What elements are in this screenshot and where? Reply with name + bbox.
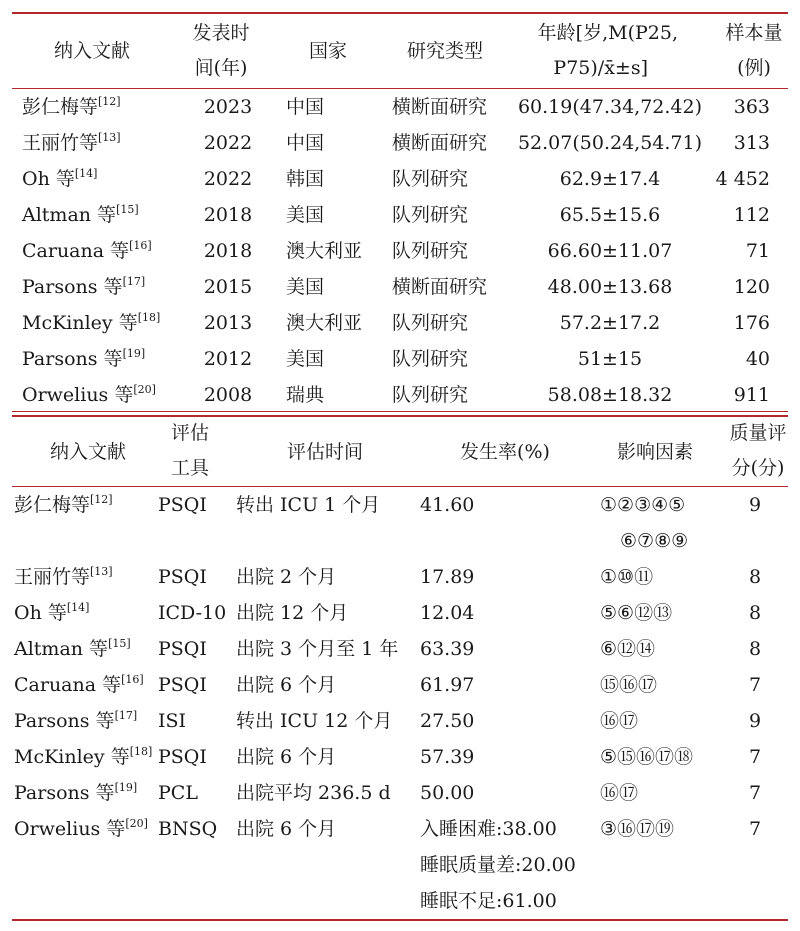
- table-row-country: 美国: [286, 276, 325, 298]
- table-row-factors: ①⑩⑪: [600, 566, 654, 588]
- t2-header-tool-line2: 工具: [170, 457, 209, 479]
- table-row-score: 7: [748, 818, 762, 840]
- t2-header-score-line1: 质量评: [729, 422, 787, 444]
- table-row-rate: 入睡困难:38.00: [420, 818, 557, 840]
- table-row-type: 队列研究: [392, 348, 469, 370]
- table-row-factors: ⑯⑰: [600, 782, 639, 804]
- table-row-author: McKinley 等[18]: [22, 311, 161, 334]
- t2-header-factors: 影响因素: [616, 441, 693, 463]
- table-row-sample: 363: [733, 96, 770, 118]
- table-row-sample: 4 452: [715, 168, 770, 190]
- table-row-country: 中国: [286, 96, 325, 118]
- table-row-factors: ①②③④⑤: [600, 494, 686, 516]
- table-row-tool: PSQI: [158, 746, 207, 768]
- t1-header-age-line2: P75)/x̄±s]: [553, 57, 648, 79]
- reference-mark: [17]: [122, 275, 146, 288]
- table-row-sample: 112: [733, 204, 770, 226]
- table1-bottom-rule: [12, 411, 788, 412]
- table-row-time: 转出 ICU 12 个月: [236, 710, 393, 732]
- t2-header-time: 评估时间: [286, 441, 363, 463]
- reference-mark: [13]: [90, 565, 113, 578]
- table1-top-rule: [12, 12, 788, 14]
- table-row-rate: 41.60: [420, 494, 475, 516]
- table-row-rate-line3: 睡眠不足:61.00: [420, 890, 557, 912]
- table-row-age: 65.5±15.6: [559, 204, 661, 226]
- table-row-score: 7: [748, 674, 762, 696]
- table-row-factors: ⑤⑥⑫⑬: [600, 602, 673, 624]
- table-row-age: 58.08±18.32: [547, 384, 673, 406]
- table-row-time: 转出 ICU 1 个月: [236, 494, 381, 516]
- table-row-year: 2015: [203, 276, 253, 298]
- table-row-factors: ⑯⑰: [600, 710, 639, 732]
- table-row-time: 出院 3 个月至 1 年: [236, 638, 399, 660]
- table-row-score: 8: [748, 566, 762, 588]
- table-row-rate: 50.00: [420, 782, 475, 804]
- table-row-author: McKinley 等[18]: [14, 745, 153, 768]
- reference-mark: [18]: [137, 311, 161, 324]
- reference-mark: [19]: [114, 781, 138, 794]
- reference-mark: [13]: [98, 131, 121, 144]
- table-row-author: Caruana 等[16]: [14, 673, 144, 696]
- reference-mark: [19]: [122, 347, 146, 360]
- table-row-score: 8: [748, 638, 762, 660]
- t2-header-tool-line1: 评估: [170, 422, 209, 444]
- table-row-tool: PSQI: [158, 638, 207, 660]
- t1-header-type: 研究类型: [406, 40, 483, 62]
- t1-header-year-line1: 发表时: [192, 22, 250, 44]
- t1-header-n-line1: 样本量: [725, 22, 783, 44]
- table-row-author: Orwelius 等[20]: [14, 817, 148, 840]
- table-row-rate: 27.50: [420, 710, 475, 732]
- reference-mark: [16]: [129, 239, 152, 252]
- t1-header-country: 国家: [308, 40, 347, 62]
- reference-mark: [16]: [121, 673, 144, 686]
- table-row-author: 彭仁梅等[12]: [14, 493, 113, 516]
- table-row-age: 66.60±11.07: [547, 240, 673, 262]
- table-row-tool: PSQI: [158, 494, 207, 516]
- reference-mark: [20]: [133, 383, 156, 396]
- table-row-rate: 61.97: [420, 674, 475, 696]
- table2-top-rule: [12, 415, 788, 417]
- reference-mark: [14]: [66, 601, 90, 614]
- reference-mark: [15]: [116, 203, 139, 216]
- table-row-rate-line2: 睡眠质量差:20.00: [420, 854, 576, 876]
- table-row-score: 9: [748, 494, 762, 516]
- table-row-sample: 40: [745, 348, 770, 370]
- table-row-author: Oh 等[14]: [14, 601, 90, 624]
- table-row-score: 8: [748, 602, 762, 624]
- table-row-sample: 71: [745, 240, 770, 262]
- table-row-time: 出院平均 236.5 d: [236, 782, 391, 804]
- reference-mark: [12]: [98, 95, 121, 108]
- table-row-age: 62.9±17.4: [559, 168, 661, 190]
- t2-header-score-line2: 分(分): [731, 457, 785, 479]
- table-row-tool: PCL: [158, 782, 198, 804]
- table-row-factors: ⑮⑯⑰: [600, 674, 658, 696]
- table-row-age: 48.00±13.68: [547, 276, 673, 298]
- table2-bottom-rule: [12, 919, 788, 921]
- table-row-factors-cont: ⑥⑦⑧⑨: [620, 530, 689, 552]
- table-row-author: Altman 等[15]: [14, 637, 131, 660]
- table-row-year: 2022: [203, 132, 253, 154]
- reference-mark: [12]: [90, 493, 113, 506]
- table-row-country: 韩国: [286, 168, 325, 190]
- table-row-rate: 63.39: [420, 638, 475, 660]
- table-row-author: Altman 等[15]: [22, 203, 139, 226]
- table-row-year: 2022: [203, 168, 253, 190]
- table-row-factors: ③⑯⑰⑲: [600, 818, 675, 840]
- table-row-sample: 120: [733, 276, 770, 298]
- table-row-author: 王丽竹等[13]: [14, 565, 113, 588]
- table-row-type: 横断面研究: [392, 276, 488, 298]
- table-row-age: 52.07(50.24,54.71): [517, 132, 703, 154]
- reference-mark: [15]: [108, 637, 131, 650]
- table-row-time: 出院 2 个月: [236, 566, 337, 588]
- table-row-sample: 313: [733, 132, 770, 154]
- table-row-type: 横断面研究: [392, 96, 488, 118]
- table-row-year: 2018: [203, 240, 253, 262]
- t1-header-ref: 纳入文献: [53, 40, 130, 62]
- table-row-tool: ICD-10: [158, 602, 227, 624]
- table-row-tool: ISI: [158, 710, 187, 732]
- table-row-type: 队列研究: [392, 312, 469, 334]
- table-row-author: Oh 等[14]: [22, 167, 98, 190]
- t2-header-ref: 纳入文献: [49, 441, 126, 463]
- t2-header-rate: 发生率(%): [460, 441, 550, 463]
- reference-mark: [20]: [125, 817, 148, 830]
- table-row-author: 王丽竹等[13]: [22, 131, 121, 154]
- reference-mark: [17]: [114, 709, 138, 722]
- table-row-score: 9: [748, 710, 762, 732]
- table-row-author: Parsons 等[17]: [14, 709, 138, 732]
- table-row-author: Parsons 等[19]: [22, 347, 146, 370]
- table-row-type: 队列研究: [392, 168, 469, 190]
- table-row-rate: 57.39: [420, 746, 475, 768]
- table-row-author: 彭仁梅等[12]: [22, 95, 121, 118]
- table-row-age: 57.2±17.2: [559, 312, 661, 334]
- table-row-tool: BNSQ: [158, 818, 218, 840]
- table-row-type: 横断面研究: [392, 132, 488, 154]
- table-row-author: Caruana 等[16]: [22, 239, 152, 262]
- table-row-country: 瑞典: [286, 384, 325, 406]
- reference-mark: [14]: [74, 167, 98, 180]
- t1-header-age-line1: 年龄[岁,M(P25,: [537, 22, 678, 44]
- table-row-author: Orwelius 等[20]: [22, 383, 156, 406]
- table-row-author: Parsons 等[17]: [22, 275, 146, 298]
- table-row-country: 澳大利亚: [286, 312, 363, 334]
- table-row-sample: 911: [733, 384, 770, 406]
- table-row-author: Parsons 等[19]: [14, 781, 138, 804]
- table-row-type: 队列研究: [392, 384, 469, 406]
- table-row-rate: 17.89: [420, 566, 475, 588]
- table-row-year: 2023: [203, 96, 253, 118]
- table-row-year: 2018: [203, 204, 253, 226]
- table-row-country: 美国: [286, 348, 325, 370]
- table-row-time: 出院 6 个月: [236, 818, 337, 840]
- table-row-factors: ⑥⑫⑭: [600, 638, 656, 660]
- table-row-country: 澳大利亚: [286, 240, 363, 262]
- t1-header-n-line2: (例): [737, 57, 771, 79]
- table-row-type: 队列研究: [392, 240, 469, 262]
- table-row-age: 51±15: [577, 348, 643, 370]
- t1-header-year-line2: 间(年): [194, 57, 248, 79]
- table-row-tool: PSQI: [158, 674, 207, 696]
- table-row-time: 出院 6 个月: [236, 674, 337, 696]
- table-row-year: 2013: [203, 312, 253, 334]
- table-row-time: 出院 12 个月: [236, 602, 349, 624]
- table-row-year: 2012: [203, 348, 253, 370]
- table-row-score: 7: [748, 782, 762, 804]
- table-row-score: 7: [748, 746, 762, 768]
- table-row-rate: 12.04: [420, 602, 475, 624]
- table-row-time: 出院 6 个月: [236, 746, 337, 768]
- table-row-sample: 176: [733, 312, 770, 334]
- reference-mark: [18]: [129, 745, 153, 758]
- table-row-country: 中国: [286, 132, 325, 154]
- table-row-factors: ⑤⑮⑯⑰⑱: [600, 746, 694, 768]
- table-row-type: 队列研究: [392, 204, 469, 226]
- table-row-age: 60.19(47.34,72.42): [517, 96, 703, 118]
- table-row-year: 2008: [203, 384, 253, 406]
- table-row-country: 美国: [286, 204, 325, 226]
- table-row-tool: PSQI: [158, 566, 207, 588]
